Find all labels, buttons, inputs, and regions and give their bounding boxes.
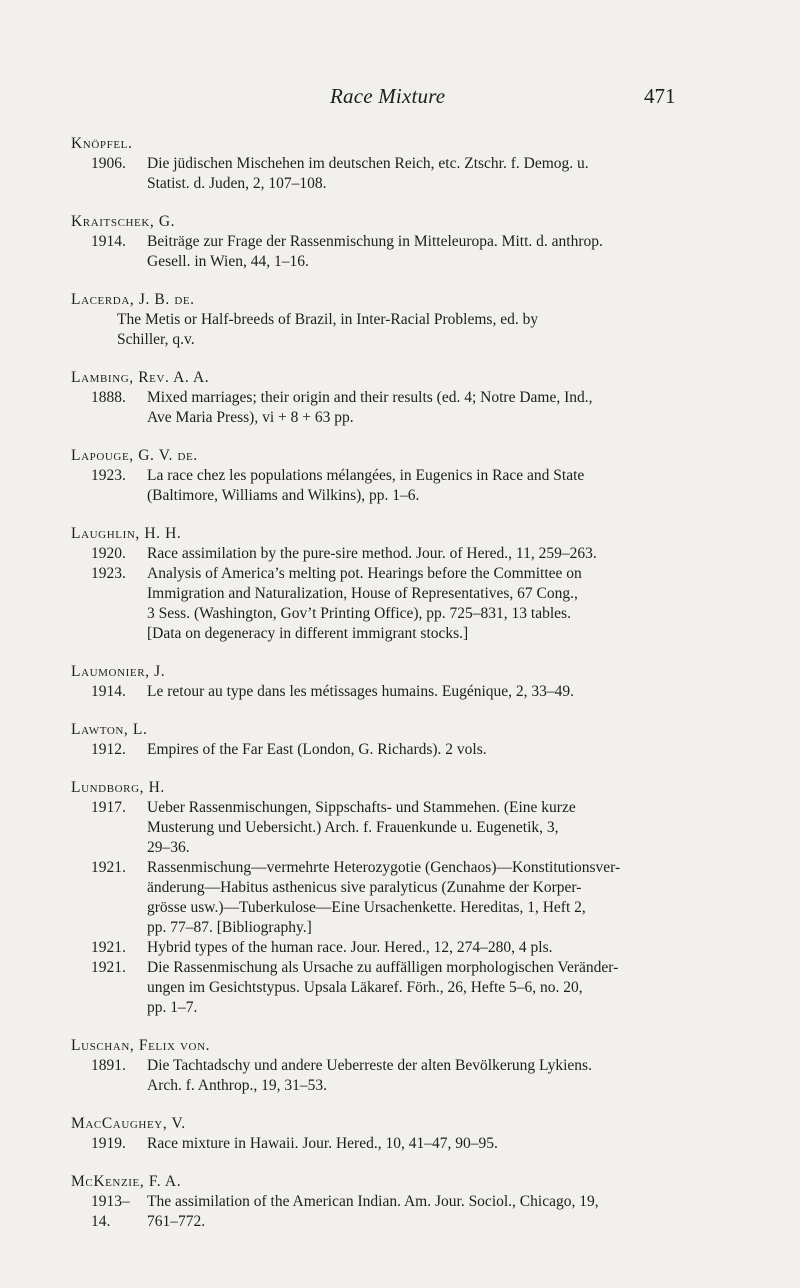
work-year: 1917. (91, 799, 126, 816)
work-year: 1920. (91, 545, 126, 562)
citation-line: Race assimilation by the pure-sire method. Jour. of Hered., 11, 259–263. (147, 545, 597, 562)
citation-line: Analysis of America’s melting pot. Hearings before the Committee on (147, 565, 582, 582)
citation-line: [Data on degeneracy in different immigrant stocks.] (147, 625, 469, 642)
page-number: 471 (644, 84, 676, 108)
citation-line: Ueber Rassenmischungen, Sippschafts- und Stammehen. (Eine kurze (147, 799, 576, 816)
citation-line: 3 Sess. (Washington, Gov’t Printing Office), pp. 725–831, 13 tables. (147, 605, 571, 622)
work-citation (147, 1134, 711, 1154)
citation-line: Musterung und Uebersicht.) Arch. f. Frauenkunde u. Eugenetik, 3, (147, 819, 559, 836)
citation-line: Die jüdischen Mischehen im deutschen Reich, etc. Ztschr. f. Demog. u. (147, 155, 589, 172)
entry-author: Lambing, Rev. A. A. (71, 369, 210, 386)
work-citation (147, 682, 711, 702)
work-year: 1921. (91, 859, 126, 876)
citation-line: Mixed marriages; their origin and their results (ed. 4; Notre Dame, Ind., (147, 389, 593, 406)
citation-line: Die Rassenmischung als Ursache zu auffälligen morphologischen Veränder- (147, 959, 619, 976)
entry-work (71, 1134, 711, 1154)
work-year: 1888. (91, 389, 126, 406)
work-citation (147, 564, 711, 644)
entry-work (71, 232, 711, 272)
citation-line: Gesell. in Wien, 44, 1–16. (147, 253, 309, 270)
entry-work (71, 1056, 711, 1096)
citation-line: grösse usw.)—Tuberkulose—Eine Ursachenkette. Hereditas, 1, Heft 2, (147, 899, 586, 916)
bibliography-entry (71, 212, 711, 272)
entry-author: MacCaughey, V. (71, 1115, 186, 1132)
citation-line: Hybrid types of the human race. Jour. Hered., 12, 274–280, 4 pls. (147, 939, 553, 956)
work-year: 1913–14. (91, 1193, 130, 1230)
citation-line: Ave Maria Press), vi + 8 + 63 pp. (147, 409, 354, 426)
work-citation (147, 740, 711, 760)
entry-work (71, 958, 711, 1018)
work-year: 1921. (91, 959, 126, 976)
citation-line: The assimilation of the American Indian. Am. Jour. Sociol., Chicago, 19, (147, 1193, 599, 1210)
work-citation (147, 1192, 711, 1232)
entry-work (71, 1192, 711, 1232)
entry-work (71, 310, 711, 350)
entry-work (71, 388, 711, 428)
citation-line: The Metis or Half-breeds of Brazil, in Inter-Racial Problems, ed. by (117, 311, 539, 328)
entry-author: Laumonier, J. (71, 663, 166, 680)
entry-author: Luschan, Felix von. (71, 1037, 211, 1054)
citation-line: änderung—Habitus asthenicus sive paralyticus (Zunahme der Korper- (147, 879, 582, 896)
work-year (71, 310, 117, 350)
bibliography-entry (71, 1172, 711, 1232)
bibliography-entry (71, 778, 711, 1018)
work-citation (147, 232, 711, 272)
bibliography-entry (71, 368, 711, 428)
work-citation (147, 958, 711, 1018)
work-year: 1914. (91, 683, 126, 700)
entry-author: Lundborg, H. (71, 779, 165, 796)
entry-author: Knöpfel. (71, 135, 133, 152)
citation-line: 761–772. (147, 1213, 206, 1230)
entry-work (71, 682, 711, 702)
entry-work (71, 466, 711, 506)
bibliography-entry (71, 1036, 711, 1096)
citation-line: (Baltimore, Williams and Wilkins), pp. 1–6. (147, 487, 420, 504)
entry-work (71, 798, 711, 858)
citation-line: La race chez les populations mélangées, in Eugenics in Race and State (147, 467, 585, 484)
citation-line: Die Tachtadschy und andere Ueberreste der alten Bevölkerung Lykiens. (147, 1057, 592, 1074)
citation-line: Statist. d. Juden, 2, 107–108. (147, 175, 327, 192)
bibliography-entry (71, 446, 711, 506)
entry-author: Lacerda, J. B. de. (71, 291, 195, 308)
entry-work (71, 740, 711, 760)
bibliography-entry (71, 1114, 711, 1154)
work-year: 1923. (91, 565, 126, 582)
citation-line: Beiträge zur Frage der Rassenmischung in Mitteleuropa. Mitt. d. anthrop. (147, 233, 603, 250)
page-header (0, 84, 800, 114)
citation-line: Arch. f. Anthrop., 19, 31–53. (147, 1077, 327, 1094)
work-year: 1919. (91, 1135, 126, 1152)
work-citation (147, 466, 711, 506)
citation-line: 29–36. (147, 839, 190, 856)
citation-line: ungen im Gesichtstypus. Upsala Läkaref. Förh., 26, Hefte 5–6, no. 20, (147, 979, 583, 996)
bibliography-entry (71, 524, 711, 644)
work-citation (147, 154, 711, 194)
work-year: 1914. (91, 233, 126, 250)
work-year: 1906. (91, 155, 126, 172)
entry-author: McKenzie, F. A. (71, 1173, 182, 1190)
citation-line: Schiller, q.v. (117, 331, 195, 348)
work-citation (147, 858, 711, 938)
entry-author: Lapouge, G. V. de. (71, 447, 198, 464)
bibliography-list (71, 134, 711, 1250)
entry-author: Laughlin, H. H. (71, 525, 182, 542)
citation-line: Immigration and Naturalization, House of Representatives, 67 Cong., (147, 585, 578, 602)
bibliography-entry (71, 662, 711, 702)
entry-work (71, 858, 711, 938)
citation-line: Empires of the Far East (London, G. Richards). 2 vols. (147, 741, 487, 758)
citation-line: Rassenmischung—vermehrte Heterozygotie (Genchaos)—Konstitutionsver- (147, 859, 621, 876)
citation-line: Race mixture in Hawaii. Jour. Hered., 10, 41–47, 90–95. (147, 1135, 498, 1152)
entry-work (71, 938, 711, 958)
entry-work (71, 544, 711, 564)
work-citation (147, 938, 711, 958)
work-year: 1923. (91, 467, 126, 484)
entry-work (71, 564, 711, 644)
running-title: Race Mixture (330, 84, 446, 108)
work-year: 1912. (91, 741, 126, 758)
bibliography-entry (71, 720, 711, 760)
work-citation (147, 1056, 711, 1096)
work-citation (147, 798, 711, 858)
entry-author: Lawton, L. (71, 721, 148, 738)
work-year: 1921. (91, 939, 126, 956)
entry-work (71, 154, 711, 194)
citation-line: pp. 1–7. (147, 999, 198, 1016)
work-citation (147, 544, 711, 564)
bibliography-entry (71, 290, 711, 350)
work-year: 1891. (91, 1057, 126, 1074)
citation-line: pp. 77–87. [Bibliography.] (147, 919, 312, 936)
bibliography-entry (71, 134, 711, 194)
work-citation (147, 388, 711, 428)
citation-line: Le retour au type dans les métissages humains. Eugénique, 2, 33–49. (147, 683, 575, 700)
work-citation (117, 310, 711, 350)
entry-author: Kraitschek, G. (71, 213, 176, 230)
